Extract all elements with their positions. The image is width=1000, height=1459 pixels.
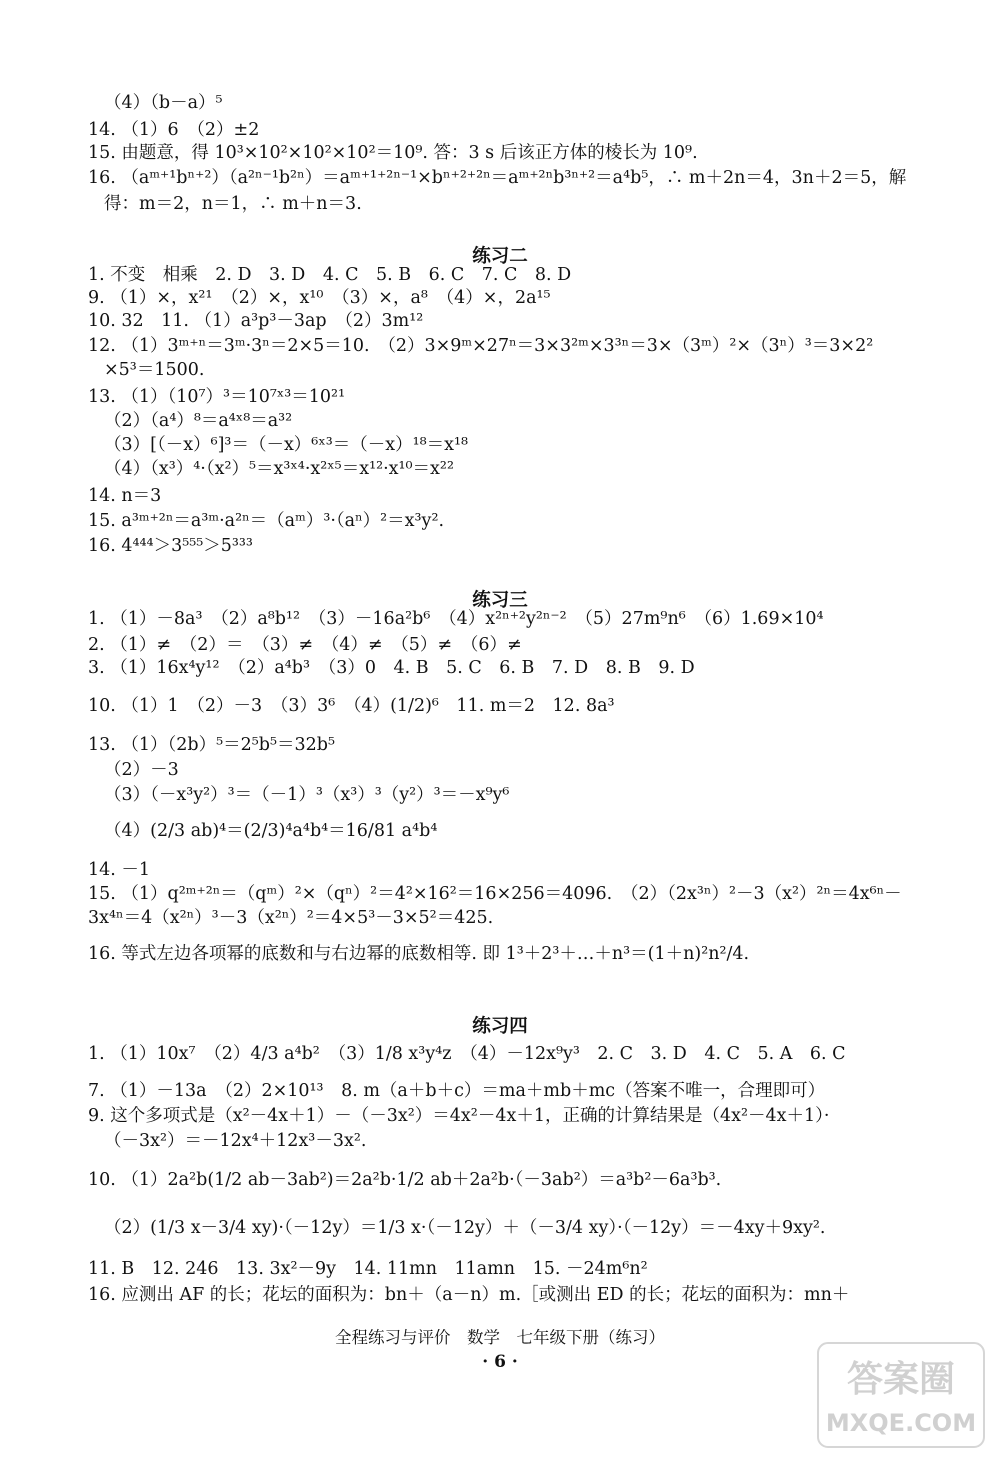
answer-line: 10. 32 11. （1）a³p³－3ap （2）3m¹² (88, 311, 424, 331)
watermark-top-text: 答案圈 (846, 1359, 956, 1400)
answer-line: 9. 这个多项式是（x²－4x＋1）－（－3x²）＝4x²－4x＋1，正确的计算结果是（4x²－4x＋1）· (88, 1106, 830, 1126)
answer-line: 10. （1）2a²b(1/2 ab－3ab²)＝2a²b·1/2 ab＋2a²b·（－3ab²）＝a³b²－6a³b³. (88, 1170, 722, 1190)
answer-line: ×5³＝1500. (104, 360, 205, 380)
page-number: · 6 · (482, 1352, 518, 1372)
answer-line: 14. （1）6 （2）±2 (88, 120, 260, 140)
watermark-logo (816, 1339, 986, 1449)
answer-line: （4）（b－a）⁵ (104, 93, 223, 113)
answer-line: （2）（a⁴）⁸＝a⁴ˣ⁸＝a³² (104, 411, 293, 431)
answer-line: 11. B 12. 246 13. 3x²－9y 14. 11mn 11amn 15. －24m⁶n² (88, 1259, 648, 1279)
answer-line: 15. 由题意，得 10³×10²×10²×10²＝10⁹. 答：3 s 后该正方体的棱长为 10⁹. (88, 143, 698, 163)
section-title: 练习四 (472, 1016, 528, 1037)
answer-line: 3. （1）16x⁴y¹² （2）a⁴b³ （3）0 4. B 5. C 6. B 7. D 8. B 9. D (88, 658, 695, 678)
answer-line: 得：m＝2，n＝1，∴ m＋n＝3. (104, 194, 362, 214)
answer-line: （2）(1/3 x－3/4 xy)·（－12y）＝1/3 x·（－12y）＋（－3/4 xy）·（－12y）＝－4xy＋9xy². (104, 1218, 826, 1238)
answer-line: （2）－3 (104, 760, 179, 780)
answer-line: （4）（x³）⁴·（x²）⁵＝x³ˣ⁴·x²ˣ⁵＝x¹²·x¹⁰＝x²² (104, 459, 454, 479)
watermark-bottom-text: MXQE.COM (825, 1409, 977, 1437)
answer-line: 10. （1）1 （2）－3 （3）3⁶ （4）(1/2)⁶ 11. m＝2 12. 8a³ (88, 696, 615, 716)
answer-line: 1. 不变 相乘 2. D 3. D 4. C 5. B 6. C 7. C 8. D (88, 265, 572, 285)
answer-line: （3）（－x³y²）³＝（－1）³（x³）³（y²）³＝－x⁹y⁶ (104, 785, 510, 805)
footer-book-title: 全程练习与评价 数学 七年级下册（练习） (335, 1328, 665, 1347)
answer-line: 1. （1）－8a³ （2）a⁸b¹² （3）－16a²b⁶ （4）x²ⁿ⁺²y²ⁿ⁻² （5）27m⁹n⁶ （6）1.69×10⁴ (88, 609, 824, 629)
answer-line: 7. （1）－13a （2）2×10¹³ 8. m（a＋b＋c）＝ma＋mb＋mc（答案不唯一，合理即可） (88, 1081, 826, 1101)
answer-line: 16. 应测出 AF 的长；花坛的面积为：bn＋（a－n）m.［或测出 ED 的长；花坛的面积为：mn＋ (88, 1285, 850, 1305)
answer-line: 16. 等式左边各项幂的底数和与右边幂的底数相等. 即 1³＋2³＋…＋n³＝(1＋n)²n²/4. (88, 944, 750, 964)
section-title: 练习二 (472, 246, 528, 267)
answer-line: 3x⁴ⁿ＝4（x²ⁿ）³－3（x²ⁿ）²＝4×5³－3×5²＝425. (88, 908, 494, 928)
answer-line: （－3x²）＝－12x⁴＋12x³－3x². (104, 1131, 367, 1151)
answer-line: 13. （1）（10⁷）³＝10⁷ˣ³＝10²¹ (88, 387, 346, 407)
answer-line: 15. （1）q²ᵐ⁺²ⁿ＝（qᵐ）²×（qⁿ）²＝4²×16²＝16×256＝4096. （2）（2x³ⁿ）²－3（x²）²ⁿ＝4x⁶ⁿ－ (88, 884, 902, 904)
answer-line: 16. （aᵐ⁺¹bⁿ⁺²）（a²ⁿ⁻¹b²ⁿ）＝aᵐ⁺¹⁺²ⁿ⁻¹×bⁿ⁺²⁺²ⁿ＝aᵐ⁺²ⁿb³ⁿ⁺²＝a⁴b⁵，∴ m＋2n＝4，3n＋2＝5，解 (88, 168, 907, 188)
answer-line: （3）[（－x）⁶]³＝（－x）⁶ˣ³＝（－x）¹⁸＝x¹⁸ (104, 435, 469, 455)
answer-line: 13. （1）（2b）⁵＝2⁵b⁵＝32b⁵ (88, 735, 335, 755)
answer-line: 12. （1）3ᵐ⁺ⁿ＝3ᵐ·3ⁿ＝2×5＝10. （2）3×9ᵐ×27ⁿ＝3×3²ᵐ×3³ⁿ＝3×（3ᵐ）²×（3ⁿ）³＝3×2² (88, 336, 874, 356)
answer-line: 1. （1）10x⁷ （2）4/3 a⁴b² （3）1/8 x³y⁴z （4）－12x⁹y³ 2. C 3. D 4. C 5. A 6. C (88, 1044, 846, 1064)
answer-line: 16. 4⁴⁴⁴＞3⁵⁵⁵＞5³³³ (88, 536, 253, 556)
answer-line: 14. n＝3 (88, 486, 162, 506)
answer-line: 9. （1）×，x²¹ （2）×，x¹⁰ （3）×，a⁸ （4）×，2a¹⁵ (88, 288, 551, 308)
answer-line: 2. （1）≠ （2）＝ （3）≠ （4）≠ （5）≠ （6）≠ (88, 635, 522, 655)
section-title: 练习三 (472, 590, 528, 611)
answer-line: 14. －1 (88, 860, 151, 880)
answer-line: 15. a³ᵐ⁺²ⁿ＝a³ᵐ·a²ⁿ＝（aᵐ）³·（aⁿ）²＝x³y². (88, 511, 445, 531)
answer-line: （4）(2/3 ab)⁴＝(2/3)⁴a⁴b⁴＝16/81 a⁴b⁴ (104, 821, 438, 841)
